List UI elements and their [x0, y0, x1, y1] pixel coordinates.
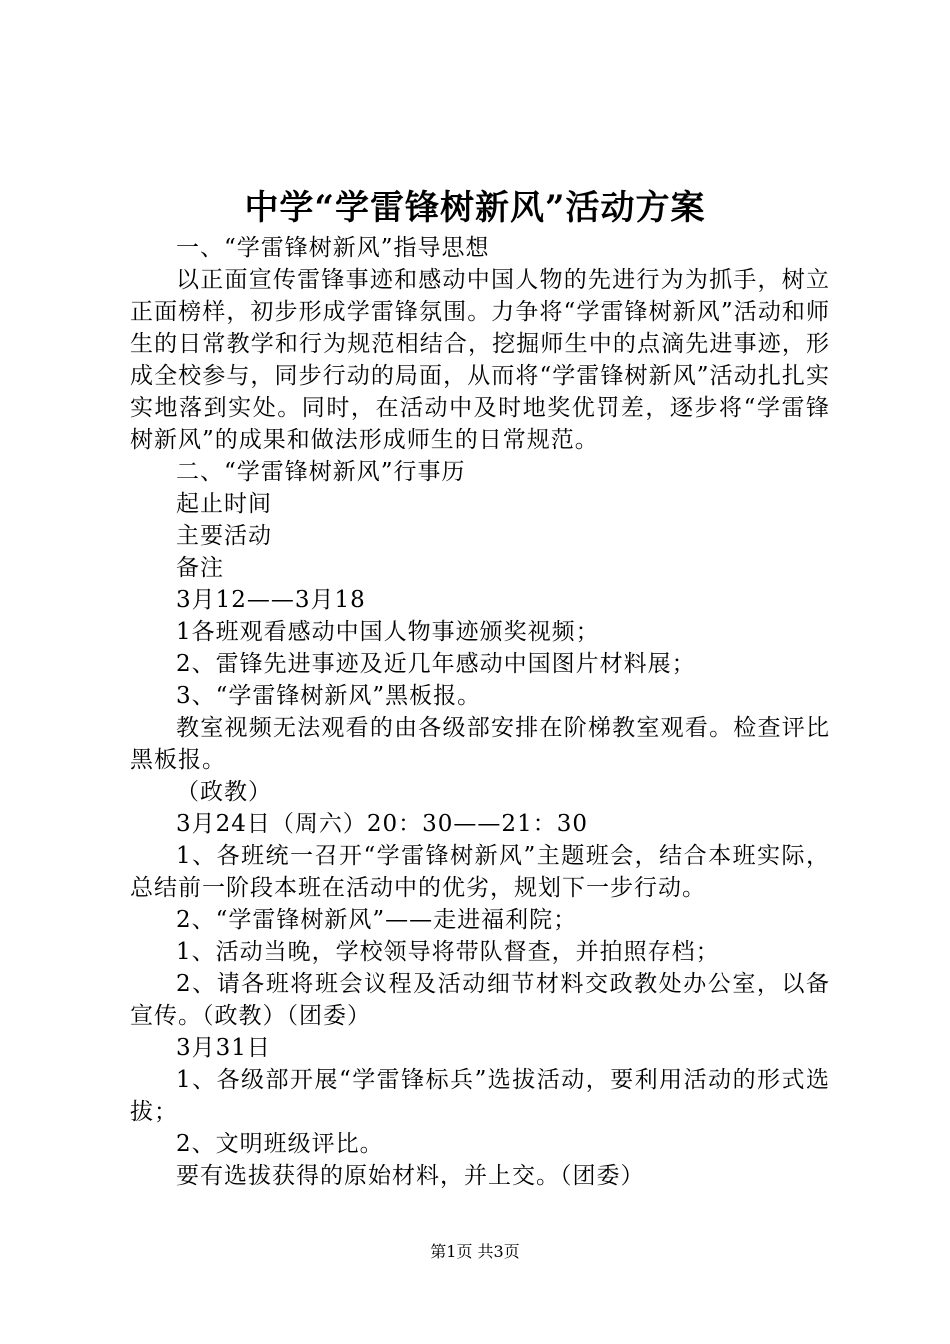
- table-header-cell: 起止时间: [176, 491, 272, 517]
- document-body: [130, 232, 830, 1192]
- activity-note: （政教）: [176, 779, 272, 805]
- table-header-cell: 主要活动: [176, 523, 272, 549]
- schedule-date: 3月31日: [176, 1035, 271, 1061]
- activity-note: 2、请各班将班会议程及活动细节材料交政教处办公室，以备宣传。（政教）（团委）: [130, 971, 830, 1029]
- activity-item: 1、各级部开展“学雷锋标兵”选拔活动，要利用活动的形式选拔；: [130, 1067, 830, 1125]
- activity-note: 教室视频无法观看的由各级部安排在阶梯教室观看。检查评比黑板报。: [130, 715, 830, 773]
- activity-item: 2、“学雷锋树新风”——走进福利院；: [176, 907, 578, 933]
- activity-item: 2、雷锋先进事迹及近几年感动中国图片材料展；: [176, 651, 696, 677]
- activity-note: 1、活动当晚，学校领导将带队督查，并拍照存档；: [176, 939, 720, 965]
- activity-note: 要有选拔获得的原始材料，并上交。（团委）: [176, 1163, 645, 1189]
- section-heading: 一、“学雷锋树新风”指导思想: [176, 235, 490, 261]
- activity-item: 1各班观看感动中国人物事迹颁奖视频；: [176, 619, 600, 645]
- document-title: 中学“学雷锋树新风”活动方案: [244, 188, 706, 228]
- table-header-cell: 备注: [176, 555, 224, 581]
- paragraph: 以正面宣传雷锋事迹和感动中国人物的先进行为为抓手，树立正面榜样，初步形成学雷锋氛围。力争将“学雷锋树新风”活动和师生的日常教学和行为规范相结合，挖掘师生中的点滴先进事迹，形成全校参与，同步行动的局面，从而将“学雷锋树新风”活动扎扎实实地落到实处。同时，在活动中及时地奖优罚差，逐步将“学雷锋树新风”的成果和做法形成师生的日常规范。: [130, 267, 830, 453]
- section-heading: 二、“学雷锋树新风”行事历: [176, 459, 466, 485]
- schedule-date: 3月12——3月18: [176, 587, 366, 613]
- activity-item: 1、各班统一召开“学雷锋树新风”主题班会，结合本班实际，总结前一阶段本班在活动中的优劣，规划下一步行动。: [130, 843, 830, 901]
- page-footer: 第1页 共3页: [430, 1242, 520, 1261]
- activity-item: 3、“学雷锋树新风”黑板报。: [176, 683, 482, 709]
- activity-item: 2、文明班级评比。: [176, 1131, 384, 1157]
- schedule-date: 3月24日（周六）20：30——21：30: [176, 811, 588, 837]
